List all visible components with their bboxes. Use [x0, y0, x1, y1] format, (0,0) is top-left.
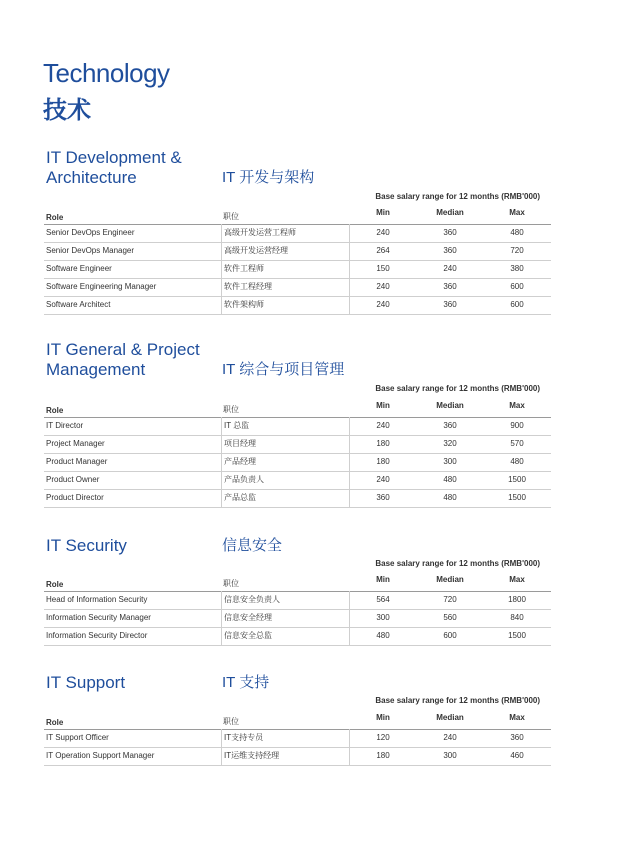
cell-role: Product Owner	[46, 475, 100, 484]
cell-role: Software Architect	[46, 300, 111, 309]
cell-max: 1800	[508, 595, 526, 604]
column-min: Min	[376, 713, 390, 722]
cell-role: Information Security Manager	[46, 613, 151, 622]
column-role: Role	[46, 213, 64, 222]
section-title: IT General & Project Management	[46, 340, 200, 379]
cell-role-chinese: 软件工程经理	[221, 278, 272, 296]
cell-min: 240	[349, 296, 416, 314]
table-header	[44, 399, 551, 418]
cell-max: 480	[510, 228, 524, 237]
cell-min: 564	[349, 591, 416, 609]
cell-max: 380	[510, 264, 524, 273]
column-role: Role	[46, 406, 64, 415]
column-min: Min	[376, 401, 390, 410]
cell-min: 240	[349, 471, 416, 489]
cell-median: 360	[443, 421, 457, 430]
cell-median: 560	[443, 613, 457, 622]
section-title-chinese: IT 支持	[222, 674, 270, 691]
table-row	[44, 260, 551, 279]
section-title-chinese: IT 开发与架构	[222, 169, 315, 186]
cell-max: 1500	[508, 493, 526, 502]
cell-min: 180	[349, 435, 416, 453]
cell-role: Senior DevOps Engineer	[46, 228, 135, 237]
cell-min: 360	[349, 489, 416, 507]
page-title-chinese: 技术	[43, 97, 91, 124]
column-max: Max	[509, 575, 525, 584]
cell-role-chinese: 产品经理	[221, 453, 256, 471]
table-row	[44, 453, 551, 472]
cell-median: 600	[443, 631, 457, 640]
cell-role: Software Engineer	[46, 264, 112, 273]
cell-min: 150	[349, 260, 416, 278]
section-title: IT Support	[46, 673, 126, 692]
cell-median: 320	[443, 439, 457, 448]
cell-median: 360	[443, 282, 457, 291]
cell-min: 480	[349, 627, 416, 645]
cell-min: 180	[349, 747, 416, 765]
cell-max: 480	[510, 457, 524, 466]
table-header	[44, 206, 551, 225]
cell-median: 300	[443, 457, 457, 466]
cell-role-chinese: 项目经理	[221, 435, 256, 453]
cell-median: 300	[443, 751, 457, 760]
cell-role: IT Operation Support Manager	[46, 751, 155, 760]
column-role: Role	[46, 580, 64, 589]
table-row	[44, 224, 551, 243]
cell-role-chinese: 软件工程师	[221, 260, 264, 278]
table-row	[44, 747, 551, 766]
cell-min: 300	[349, 609, 416, 627]
cell-role: Software Engineering Manager	[46, 282, 157, 291]
table-row	[44, 296, 551, 315]
cell-median: 480	[443, 475, 457, 484]
cell-role: Information Security Director	[46, 631, 148, 640]
salary-range-label: Base salary range for 12 months (RMB'000)	[375, 384, 540, 393]
column-median: Median	[436, 713, 464, 722]
table-row	[44, 435, 551, 454]
table-row	[44, 627, 551, 646]
cell-role: Product Manager	[46, 457, 108, 466]
cell-role-chinese: IT支持专员	[221, 729, 263, 747]
cell-max: 570	[510, 439, 524, 448]
column-role-chinese: 职位	[223, 717, 239, 726]
cell-max: 840	[510, 613, 524, 622]
cell-max: 600	[510, 282, 524, 291]
table-row	[44, 609, 551, 628]
table-header	[44, 573, 551, 592]
column-role: Role	[46, 718, 64, 727]
cell-role: IT Support Officer	[46, 733, 109, 742]
table-row	[44, 489, 551, 508]
section-title-chinese: IT 综合与项目管理	[222, 361, 345, 378]
column-max: Max	[509, 208, 525, 217]
cell-role: Head of Information Security	[46, 595, 148, 604]
cell-max: 1500	[508, 631, 526, 640]
cell-min: 240	[349, 224, 416, 242]
salary-range-label: Base salary range for 12 months (RMB'000)	[375, 696, 540, 705]
cell-max: 720	[510, 246, 524, 255]
cell-max: 600	[510, 300, 524, 309]
cell-role: Product Director	[46, 493, 104, 502]
page-title: Technology	[43, 58, 170, 88]
column-max: Max	[509, 401, 525, 410]
cell-role-chinese: 产品总监	[221, 489, 256, 507]
cell-role-chinese: IT 总监	[221, 417, 249, 435]
cell-role-chinese: IT运维支持经理	[221, 747, 279, 765]
table-row	[44, 471, 551, 490]
cell-min: 240	[349, 278, 416, 296]
cell-role-chinese: 高级开发运营工程师	[221, 224, 296, 242]
section-title: IT Development & Architecture	[46, 148, 182, 187]
cell-role-chinese: 信息安全负责人	[221, 591, 280, 609]
table-row	[44, 591, 551, 610]
table-row	[44, 417, 551, 436]
column-role-chinese: 职位	[223, 405, 239, 414]
column-median: Median	[436, 208, 464, 217]
cell-median: 240	[443, 264, 457, 273]
cell-role: Project Manager	[46, 439, 105, 448]
salary-range-label: Base salary range for 12 months (RMB'000)	[375, 559, 540, 568]
column-median: Median	[436, 401, 464, 410]
cell-max: 900	[510, 421, 524, 430]
column-median: Median	[436, 575, 464, 584]
table-row	[44, 278, 551, 297]
cell-median: 240	[443, 733, 457, 742]
cell-min: 264	[349, 242, 416, 260]
table-row	[44, 729, 551, 748]
salary-range-label: Base salary range for 12 months (RMB'000)	[375, 192, 540, 201]
cell-min: 180	[349, 453, 416, 471]
column-min: Min	[376, 208, 390, 217]
section-title-chinese: 信息安全	[222, 537, 283, 554]
cell-max: 460	[510, 751, 524, 760]
cell-min: 240	[349, 417, 416, 435]
cell-role-chinese: 信息安全经理	[221, 609, 272, 627]
cell-role-chinese: 软件架构师	[221, 296, 264, 314]
section-title: IT Security	[46, 536, 127, 555]
cell-role-chinese: 产品负责人	[221, 471, 264, 489]
cell-role: IT Director	[46, 421, 84, 430]
cell-median: 720	[443, 595, 457, 604]
column-role-chinese: 职位	[223, 579, 239, 588]
cell-median: 480	[443, 493, 457, 502]
cell-role: Senior DevOps Manager	[46, 246, 135, 255]
table-row	[44, 242, 551, 261]
cell-median: 360	[443, 300, 457, 309]
cell-median: 360	[443, 228, 457, 237]
table-header	[44, 711, 551, 730]
cell-median: 360	[443, 246, 457, 255]
column-max: Max	[509, 713, 525, 722]
column-min: Min	[376, 575, 390, 584]
cell-role-chinese: 高级开发运营经理	[221, 242, 288, 260]
cell-max: 360	[510, 733, 524, 742]
cell-role-chinese: 信息安全总监	[221, 627, 272, 645]
cell-min: 120	[349, 729, 416, 747]
cell-max: 1500	[508, 475, 526, 484]
column-role-chinese: 职位	[223, 212, 239, 221]
